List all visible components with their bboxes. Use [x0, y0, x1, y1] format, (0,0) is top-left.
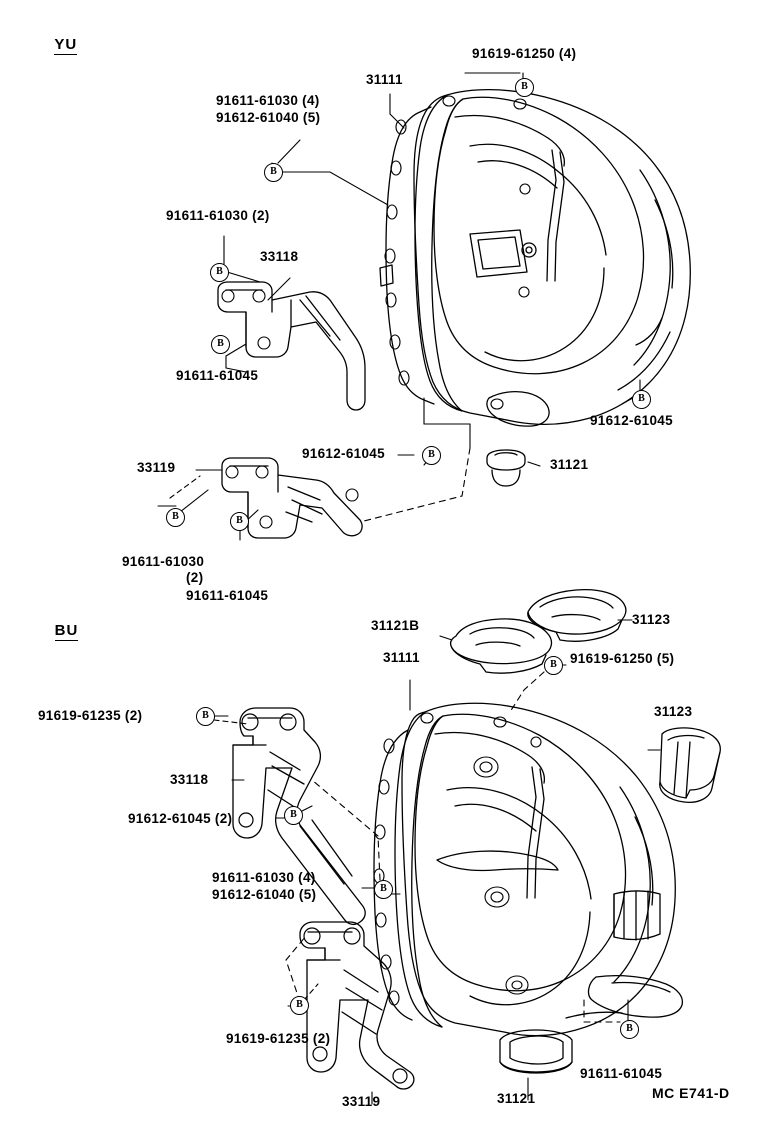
bolt-marker-icon: B	[632, 390, 651, 409]
callout-33118: 33118	[260, 249, 299, 264]
callout-91612-61045-right: 91612-61045	[590, 413, 673, 428]
callout-31121-bu: 31121	[497, 1091, 536, 1106]
bolt-marker-icon: B	[620, 1020, 639, 1039]
callout-91611-61030-4: 91611-61030 (4)	[216, 93, 320, 108]
callout-91619-61235-2-bottom: 91619-61235 (2)	[226, 1031, 331, 1046]
callout-31111-bu: 31111	[383, 650, 420, 665]
callout-91612-61040-5: 91612-61040 (5)	[216, 110, 321, 125]
callout-31111-top: 31111	[366, 72, 403, 87]
callout-33118-bu: 33118	[170, 772, 209, 787]
callout-91619-61250-5: 91619-61250 (5)	[570, 651, 675, 666]
bolt-marker-icon: B	[515, 78, 534, 97]
callout-33119-bu: 33119	[342, 1094, 381, 1109]
bolt-marker-icon: B	[196, 707, 215, 726]
callout-31121: 31121	[550, 457, 589, 472]
bolt-marker-icon: B	[374, 880, 393, 899]
bolt-marker-icon: B	[544, 656, 563, 675]
bolt-marker-icon: B	[230, 512, 249, 531]
bolt-marker-icon: B	[166, 508, 185, 527]
callout-31123-top: 31123	[632, 612, 671, 627]
callout-91611-61030-bottom: 91611-61030	[122, 554, 205, 569]
callout-91611-61045-bu: 91611-61045	[580, 1066, 663, 1081]
callout-91611-61030-4-bu: 91611-61030 (4)	[212, 870, 316, 885]
callout-91612-61045-2: 91612-61045 (2)	[128, 811, 233, 826]
diagram-footer-code: MC E741-D	[652, 1085, 730, 1101]
bolt-marker-icon: B	[210, 263, 229, 282]
callout-31121B: 31121B	[371, 618, 420, 633]
section-label-yu: YU	[54, 36, 78, 53]
bolt-marker-icon: B	[422, 446, 441, 465]
callout-91612-61045-mid: 91612-61045	[302, 446, 385, 461]
bolt-marker-icon: B	[211, 335, 230, 354]
callout-91611-61045: 91611-61045	[176, 368, 259, 383]
callout-91612-61040-5-bu: 91612-61040 (5)	[212, 887, 317, 902]
bolt-marker-icon: B	[284, 806, 303, 825]
bolt-marker-icon: B	[290, 996, 309, 1015]
section-label-bu: BU	[54, 622, 79, 639]
callout-31123-right: 31123	[654, 704, 693, 719]
callout-91611-61045-bottom: 91611-61045	[186, 588, 269, 603]
callout-33119: 33119	[137, 460, 176, 475]
callout-91619-61235-2-top: 91619-61235 (2)	[38, 708, 143, 723]
bolt-marker-icon: B	[264, 163, 283, 182]
callout-91619-61250-4: 91619-61250 (4)	[472, 46, 577, 61]
callout-91611-61030-2: 91611-61030 (2)	[166, 208, 270, 223]
callout-91611-61030-bottom-qty: (2)	[186, 570, 204, 585]
